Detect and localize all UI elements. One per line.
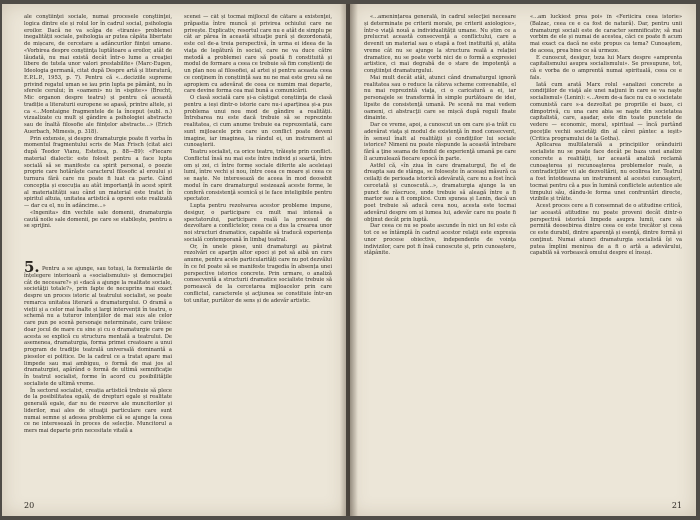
paragraph: E cunoscut, desigur, teza lui Marx despre «amprenta capitalismului asupra socialismului». Se presupune, tot, că e vorba de o amprentă numai spirituală, ceea ce e fals. — [530, 54, 682, 81]
left-column-2 — [184, 14, 332, 498]
paragraph: Lupta pentru rezolvarea acestor probleme impune, desigur, o participare cu mult mai intensă a spectatorului, participare reală la procesul de dezvoltare a conflictelor, ceea ce a dus la crearea unor noi structuri dramatice, capabile să traducă experiența socială contemporană în limbaj teatral. — [184, 203, 332, 243]
book-gutter — [340, 4, 358, 516]
paragraph: O clasă socială care și-a câștigat conștiinţa de clasă pentru a ieși dintr-o istorie care nu-i aparținea și-a pus problema unui nou mod de gândire a realității. Întrebarea nu este dacă trebuie să se reprezinte realitatea, ci cum anume trebuie ea reprezentată, care sunt mijloacele prin care un conflict poate deveni imagine, iar imaginea, la rândul ei, un instrument al cunoaşterii. — [184, 95, 332, 149]
section-number: 5. — [24, 258, 40, 276]
left-page — [2, 4, 346, 516]
paragraph: «...am luckiest prea poi» în «Feriicira ceea istorie» (Balzac, ceea ce e ca fost de natură). Dar, pentru unii dramaturgi sociali este de caracter semnificativ; să mai vorbim de ele și numai de acestea, căci ce poate fi acum mai exact ca dacă ne este propus ca tema? Cunoaștem, de aceea, prea bine ce să urmeze. — [530, 14, 682, 54]
paragraph: Acest proces cere a fi consemnat de o atitudine critică, iar această atitudine nu poate proveni decât dintr-o perspectivă istorică limpede asupra lumii, care să permită deosebirea dintre ceea ce este trecător și ceea ce este durabil, dintre aparenţă și esenţă, dintre formă și conţinut. Numai atunci dramaturgia socialistă își va putea împlini menirea de a fi o artă a adevărului, capabilă să vorbească omului despre el însuși. — [530, 203, 682, 257]
right-column-2 — [530, 14, 682, 498]
paragraph: Aplicarea multilaterală a principiilor orânduirii socialiste nu se poate face decât pe baza unei analize concrete a realităţii, iar această analiză reclamă cunoaşterea și recunoaşterea problemelor reale, a contradicţiilor vii ale dezvoltării, nu ocolirea lor. Teatrul a fost întotdeauna un instrument al acestei cunoaşteri, tocmai pentru că a pus în lumină conflictele autentice ale timpului său, dându-le forma unei confruntări directe, vizibile și trăite. — [530, 142, 682, 203]
paragraph: Astfel că, «în ziua în care dramaturgul, fie el de dreapta sau de stânga, se folosește în aceeași măsură ca ceilalți de perioada istorică adevărată, care nu a fost încă cercetată și cunoscută...», dramaturgia ajunge la un punct de răscruce, unde trebuie să aleagă între a fi martor sau a fi complice. Cum spunea și Lenin, dacă un poet trebuie să aducă ceva nou, acesta este tocmai adevărul despre om și lumea lui, adevăr care nu poate fi obţinut decât prin luptă. — [364, 162, 516, 223]
paragraph: «Ingenita» din vechile sale domenii, dramaturgia caută noile sale domenii, pe care se stabilește, pentru a se sprijini. — [24, 209, 172, 230]
paragraph: Or, în unele piese, unii dramaturgi au păstrat rezolvări ce aparţin altor epoci și pot să aibă un curs anume, pentru acele particularități care nu pot dezvălui în ce fel poate să se manifeste tragedia în absența unei perspective istorice concrete. Prin urmare, o analiză consecventă a structurii dramatice socialiste trebuie să pornească de la cercetarea mijloacelor prin care conflictul, caracterele și acţiunea se constituie într-un tot unitar, purtător de sens și de adevăr artistic. — [184, 243, 332, 304]
page-number: 20 — [24, 501, 35, 510]
paragraph: Prin extensie, și despre dramaturgie poate fi vorba în momentul fragmentului scris de Max Frisch (citat aici după Teodor Vianu, Estetica, p. 88—89): «Fiecare material dialectic este folosit pentru a face lupta socială să se manifeste ca spirit personal, o poezie proprie care hotărăște caracterul filosofic al eroului și turnura fără care nu poate fi luat ca parte. Când concepția și execuția au atât importanţă în acest spirit al materialității sau când un material este tratat în spiritul altuia, unitatea artistică a operei este realizată — dar cu el, nu în adâncime...» — [24, 135, 172, 209]
paragraph: scenei — cât și tocmai mijlocul de cătare a existenţei, prăpastia între muncă și privirea ochiului care ne privește. Explicativ, resortul care nu e atât de simplu pe cât ar părea în această situaţie pură și dezordonată, este cel de-a treia perspectivă, în urma ei ideea de la viaţa de legătură în social, care ne va duce către metodă a problemei care să poată fi constituită și modul de formare a ceea ce trebuie să fim conștienți de un plan nou al filosofiei, al artei și pentru aceasta ceea ce conţinem în conștiință sau nu ne mai este greu să ne apropiem cu adevărat de ceea ce numim mai departe, care devine forma cea mai bună a comunicării. — [184, 14, 332, 95]
paragraph: În sectorul socialist, creația artistică trebuie să plece de la posibilitatea egală, de drepturi egale și realitate generală egale, dar nu de rezerve ale muncitorilor și liderilor, mai ales de situaţii particulare care sunt numai semne și adesea probleme că se ajunge la ceea ce ne interesează în proces de selecție. Muncitorul a mers mai departe prin necesitate vitală a — [24, 387, 172, 434]
left-column-1-bottom — [24, 266, 172, 502]
page-number: 21 — [671, 501, 682, 510]
paragraph: Pentru a se ajunge, sau totuși, la formulările de înțelegere interioară a «socialismului» și democraţiei cât de necesare?» și «dacă a ajunge la realitate sociale, societăţii totale?», prin fapte de necuprins mai exact despre un proces istoric al teatrului socialist, se poate remarca unitatea literară a dramaturgului. O dramă a vieții și a celor mai înalte și largi intervenții în teatru, o schemă nu a tuturor intenţiilor de mai sus ale celor care pun pe scenă personaje neterminate, care trăiesc doar jocul de mare cu sine și cu o dramaturgie care pe acesta se explică cu structura mentală a teatrului. De asemenea, dramaturgia, forma primei creatoare a unui program de tradiţie teatrală universală dominantă a pieselor ei politice. De la cadrul ce a tratat apare mai limpede sau mai ambiguu, o formă de mai jos al dramaturgiei, apărând o formă de ultimă semnificaţie în teatrul socialist, forme în acord cu posibilităţile socialiste de ultimă vreme. — [24, 266, 172, 387]
paragraph: Dar ce vreme, apoi, a cunoscut un om care și-a trăit cu adevărat viaţa și modul de existenţă în mod consecvent, în sensul înalt al realităţii și condiţiilor lui sociale istorice? Nimeni nu poate răspunde la această întrebare fără a ţine seama de fondul de experienţă umană pe care îl acumulează fiecare epocă în parte. — [364, 122, 516, 162]
paragraph: Dar ceea ce nu se poate ascunde în nici un fel este că tot ce se întâmplă în cadrul acestor relaţii este expresia unor procese obiective, independente de voinţa indivizilor, care pot fi însă cunoscute și, prin cunoaștere, stăpânite. — [364, 223, 516, 257]
left-column-1-top — [24, 14, 172, 252]
paragraph: Teatru socialist, ca orice teatru, trăiește prin conflict. Conflictul însă nu mai este între individ și soartă, între om și zei, ci între forme sociale diferite ale aceleiași lumi, între vechi și nou, între ceea ce moare și ceea ce se naşte. Ne interesează de aceea în mod deosebit modul în care dramaturgul sesizează aceste forme, le conferă consistenţă scenică și le face inteligibile pentru spectator. — [184, 149, 332, 203]
paragraph: «...amenințarea generală, în cadrul selecţiei necesare și determinate pe criterii morale, pe criterii axiologice», într-o viaţă nouă a individualității umane. Nu știm ce a prelucrat această consecvenţă a conflictului, care a devenit un material sau o etapă a fost instituită și, atâta vreme cât nu se ajunge la structura reală a relației dramatice, nu se poate vorbi nici de o formă a expresiei artistice, ci mai degrabă de o stare de impotenţă a conştiinţei dramaturgului. — [364, 14, 516, 74]
right-page — [350, 4, 696, 516]
paragraph: ale conştiinţei sociale, numai procesele conştiinţei, logica dintre ele și rolul lor în cadrul social, psihologia eroilor. Dacă ne va scăpa de «tiranie» problemei inegalității sociale, psihologia ar putea căpăta libertate de mișcare, de cercetare a adâncurilor ființei umane. «Vorbirea despre conştiinţa luptătoare a eroilor, atât de lăudată, nu mai există decât într-o lume a creaţiei libere de tutela unor valori prestabilite» (Marc-Eugen, Ideologia germană, citat după Despre artă și literatură, E.P.L.P., 1953, p. 7). Pentru că «...deciziile supreme privind regatul uman se iau prin lupta pe pământ, nu în sferele cerului; în «oameni» nu în «ispite»» (Brecht, Mic organon despre teatru) și pentru că această tradiție a literaturii europene se apasă, printre altele, și ca «...Montaigne fragmentele de la început (subl. n.) vizualizate cu mult și gândire a psihologiei abstracte sau de înaltă filosofie ale ființelor abstracte...» (Erich Auerbach, Mimesis, p. 318). — [24, 14, 172, 135]
paragraph: Mai mult decât atât, atunci când dramaturgul ignoră realitatea sau o reduce la câteva scheme convenabile, el nu mai reprezintă viaţa, ci o caricatură a ei, iar personajele se transformă în simple purtătoare de idei, lipsite de consistenţă umană. Pe scenă nu mai vedem oameni, ci abstracţii care se mișcă după reguli fixate dinainte. — [364, 74, 516, 122]
paragraph: Iată cum arată Marx rolul «analizei concrete a condiţiilor de viaţă ale unei naţiuni în care se va naşte socialismul» (Lenin): «...Avem de-a face nu cu o societate comunistă care s-a dezvoltat pe propriile ei baze, ci dimpotrivă, cu una care abia se naşte din societatea capitalistă, care, așadar, este din toate punctele de vedere — economic, moral, spiritual — încă purtând pecețile vechii societăţi din al cărei pântec a ieşit» (Critica programului de la Gotha). — [530, 81, 682, 142]
right-column-1 — [364, 14, 516, 498]
